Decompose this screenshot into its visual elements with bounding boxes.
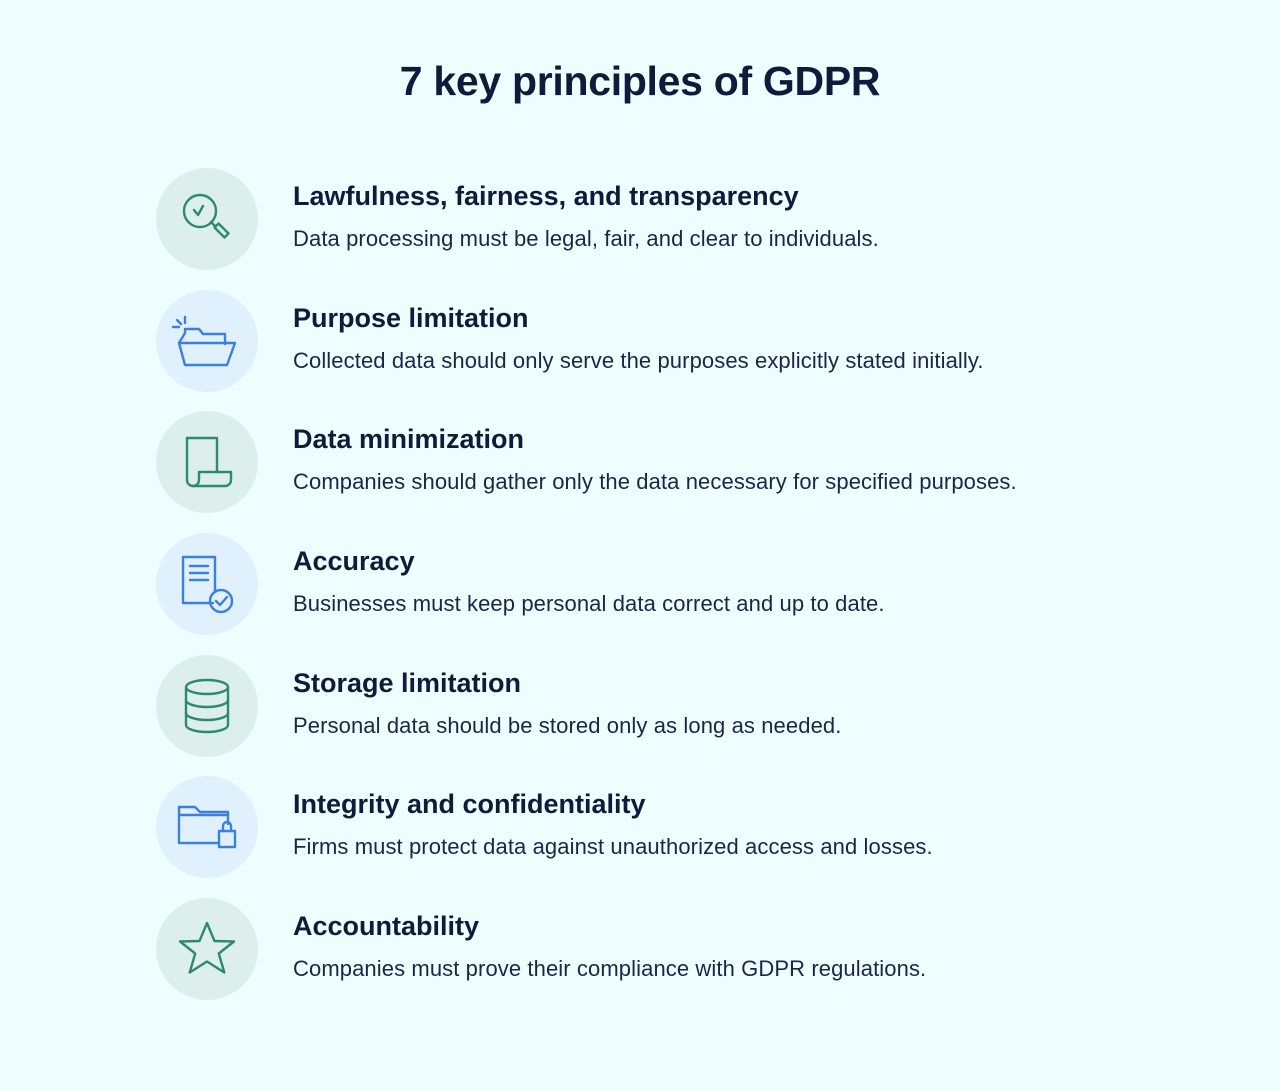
principle-title: Purpose limitation <box>293 302 529 333</box>
principle-title: Data minimization <box>293 424 525 455</box>
list-item <box>156 290 1156 391</box>
icon-badge <box>156 168 258 270</box>
principle-description: Personal data should be stored only as long as needed. <box>293 712 842 738</box>
magnifier-check-icon <box>177 189 237 249</box>
document-check-icon <box>177 553 237 615</box>
principle-title: Accountability <box>293 910 480 941</box>
list-item <box>156 411 1156 512</box>
icon-badge <box>156 411 258 513</box>
icon-badge <box>156 290 258 392</box>
icon-badge <box>156 655 258 757</box>
list-item <box>156 533 1156 634</box>
principle-description: Companies should gather only the data necessary for specified purposes. <box>293 469 1017 495</box>
principle-title: Lawfulness, fairness, and transparency <box>293 181 799 211</box>
principle-title: Storage limitation <box>293 667 522 698</box>
list-item <box>156 776 1156 877</box>
principle-title: Accuracy <box>293 545 415 576</box>
principle-title: Integrity and confidentiality <box>293 789 646 820</box>
database-icon <box>177 676 237 736</box>
icon-badge <box>156 898 258 1000</box>
principle-description: Data processing must be legal, fair, and clear to individuals. <box>293 226 879 251</box>
icon-badge <box>156 776 258 878</box>
list-item <box>156 898 1156 999</box>
open-folder-icon <box>171 313 243 369</box>
principles-list <box>156 168 1156 1020</box>
principle-description: Firms must protect data against unauthorized access and losses. <box>293 834 933 860</box>
list-item <box>156 168 1156 269</box>
star-icon <box>177 920 237 978</box>
principle-description: Businesses must keep personal data correct and up to date. <box>293 590 885 616</box>
list-item <box>156 655 1156 756</box>
folder-lock-icon <box>177 803 237 851</box>
principle-description: Collected data should only serve the purposes explicitly stated initially. <box>293 347 984 373</box>
page-title: 7 key principles of GDPR <box>399 58 881 104</box>
icon-badge <box>156 533 258 635</box>
scroll-document-icon <box>177 432 237 492</box>
principle-description: Companies must prove their compliance with GDPR regulations. <box>293 955 927 981</box>
